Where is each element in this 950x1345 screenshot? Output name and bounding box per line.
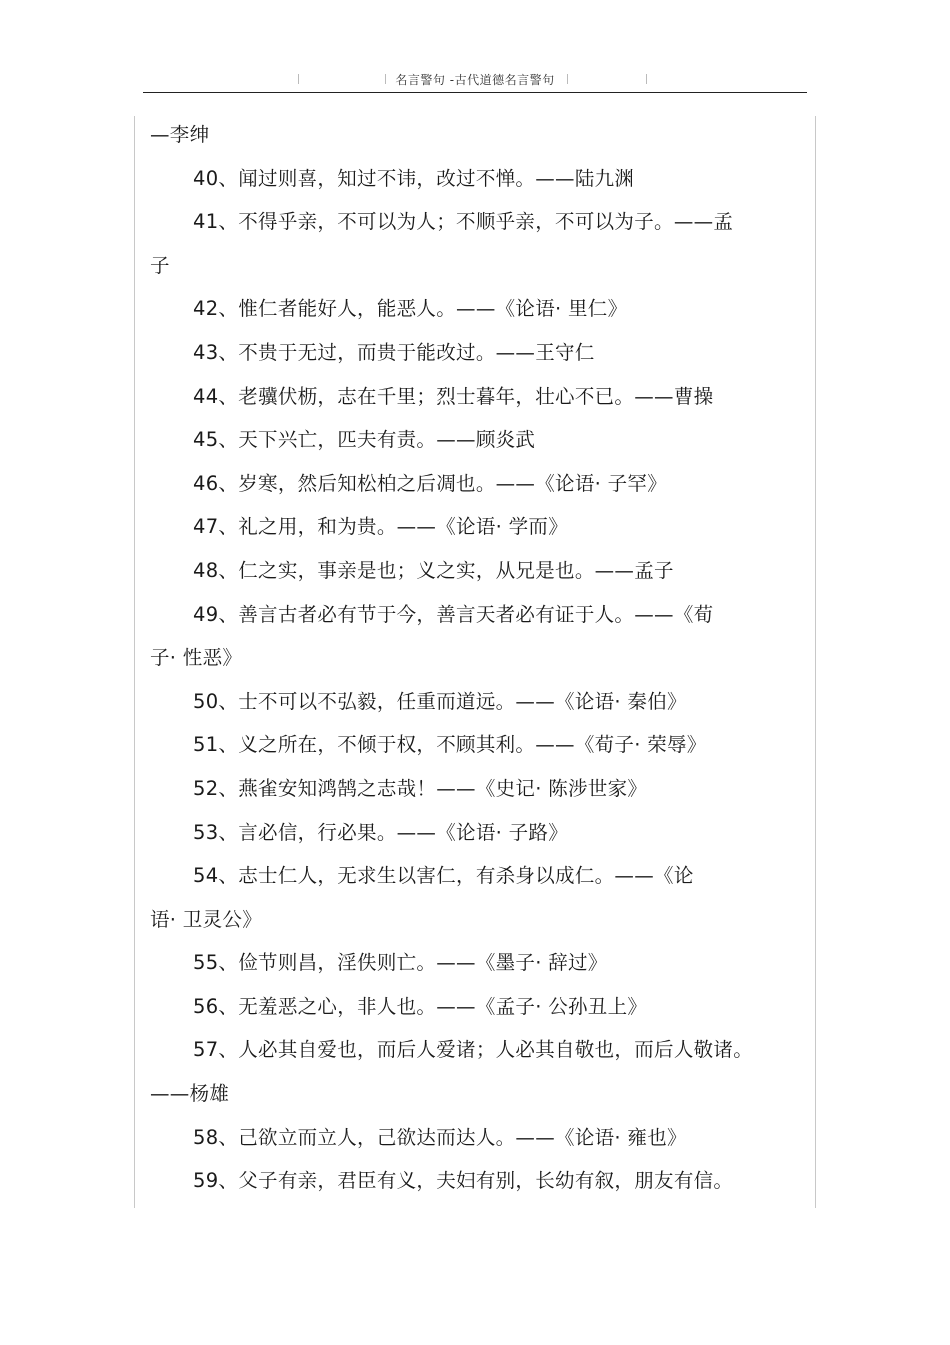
- quote-line: 41、不得乎亲，不可以为人；不顺乎亲，不可以为子。——孟: [193, 210, 734, 234]
- quote-line: 47、礼之用，和为贵。——《论语· 学而》: [193, 515, 569, 539]
- quote-line: 44、老骥伏枥，志在千里；烈士暮年，壮心不已。——曹操: [193, 384, 714, 408]
- quote-line: 43、不贵于无过，而贵于能改过。——王守仁: [193, 340, 595, 364]
- quote-line: 53、言必信，行必果。——《论语· 子路》: [193, 820, 569, 844]
- quote-continuation-line: ——杨雄: [150, 1082, 230, 1106]
- quote-line: 56、无羞恶之心，非人也。——《孟子· 公孙丑上》: [193, 994, 648, 1018]
- quote-line: 54、志士仁人，无求生以害仁，有杀身以成仁。——《论: [193, 864, 694, 888]
- quote-list: [150, 113, 790, 1203]
- quote-line: 51、义之所在，不倾于权，不顾其利。——《荀子· 荣辱》: [193, 733, 707, 757]
- quote-line: 57、人必其自爱也，而后人爱诸；人必其自敬也，而后人敬诸。: [193, 1038, 754, 1062]
- quote-continuation-line: 子: [150, 253, 170, 277]
- quote-line: 45、天下兴亡，匹夫有责。——顾炎武: [193, 428, 536, 452]
- quote-line: 52、燕雀安知鸿鹄之志哉！——《史记· 陈涉世家》: [193, 776, 648, 800]
- quote-line: 50、士不可以不弘毅，任重而道远。——《论语· 秦伯》: [193, 689, 687, 713]
- page-frame-right: [815, 116, 816, 1208]
- page-header: [143, 64, 807, 93]
- quote-continuation-line: 语· 卫灵公》: [150, 907, 262, 931]
- quote-line: 40、闻过则喜，知过不讳，改过不惮。——陆九渊: [193, 166, 635, 190]
- quote-line: 49、善言古者必有节于今，善言天者必有证于人。——《荀: [193, 602, 714, 626]
- quote-line: 46、岁寒，然后知松柏之后凋也。——《论语· 子罕》: [193, 471, 668, 495]
- header-title: 名言警句 -古代道德名言警句: [395, 73, 555, 87]
- quote-line: 59、父子有亲，君臣有义，夫妇有别，长幼有叙，朋友有信。: [193, 1169, 734, 1193]
- quote-continuation-line: 子· 性恶》: [150, 646, 243, 670]
- quote-line: 48、仁之实，事亲是也；义之实，从兄是也。——孟子: [193, 558, 674, 582]
- page-frame-left: [134, 116, 135, 1208]
- quote-continuation-line: —李绅: [150, 123, 210, 146]
- quote-line: 58、己欲立而立人，己欲达而达人。——《论语· 雍也》: [193, 1125, 687, 1149]
- quote-line: 55、俭节则昌，淫佚则亡。——《墨子· 辞过》: [193, 951, 608, 975]
- quote-line: 42、惟仁者能好人，能恶人。——《论语· 里仁》: [193, 297, 628, 321]
